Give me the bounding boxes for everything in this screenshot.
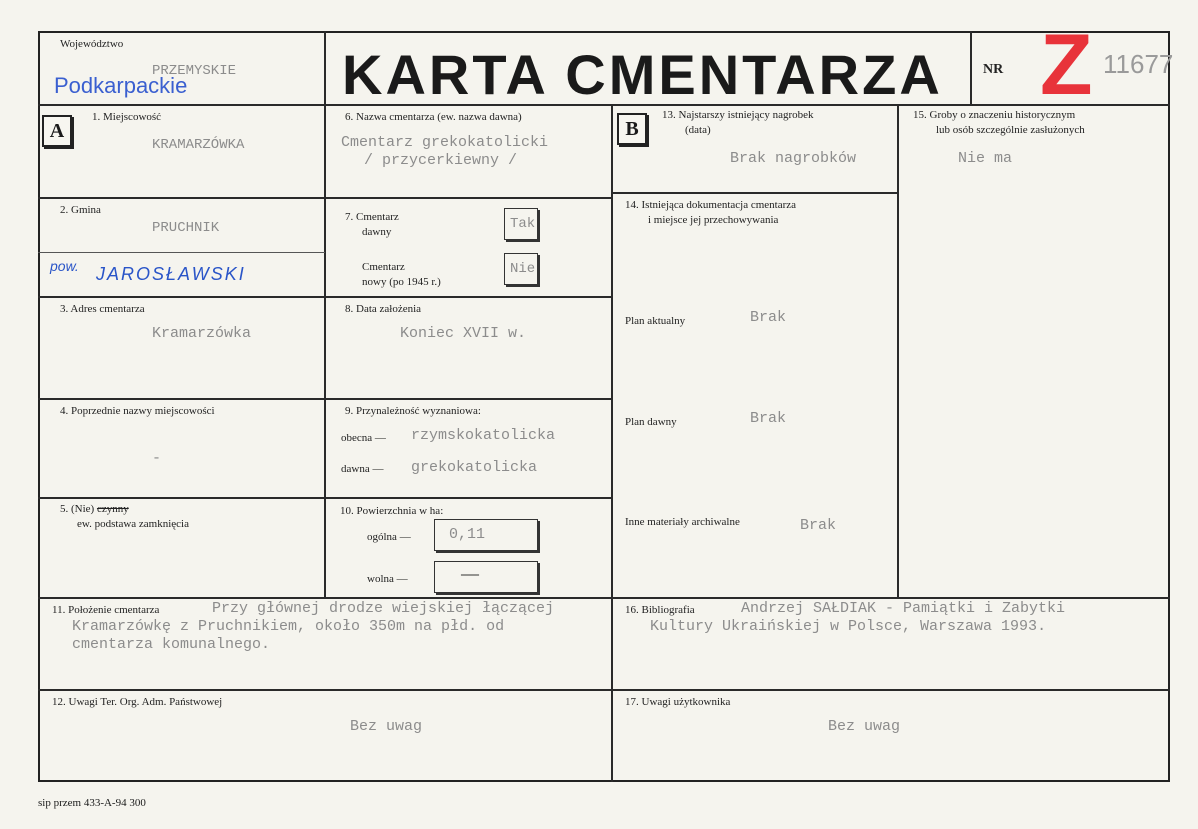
field-5-label-prefix: 5. (Nie) xyxy=(60,503,97,515)
field-5-label-struck: czynny xyxy=(96,503,129,515)
field-11-value-line1: Przy głównej drodze wiejskiej łączącej xyxy=(212,600,555,617)
field-17-label: 17. Uwagi użytkownika xyxy=(625,696,731,708)
field-13-label-line1: 13. Najstarszy istniejący nagrobek xyxy=(662,109,814,121)
field-8-label: 8. Data założenia xyxy=(345,303,422,315)
field-10-free-value: —— xyxy=(461,567,480,584)
field-7-new-box xyxy=(504,253,538,285)
field-16-value-line1: Andrzej SAŁDIAK - Pamiątki i Zabytki xyxy=(741,600,1066,617)
field-10-total-value: 0,11 xyxy=(449,526,486,543)
nr-number: 11677 xyxy=(1103,49,1174,79)
header-divider-left xyxy=(324,31,326,104)
field-6-value-line1: Cmentarz grekokatolicki xyxy=(341,134,549,151)
row-line xyxy=(324,197,612,199)
field-2-handwritten: JAROSŁAWSKI xyxy=(96,264,246,284)
field-14-plan-current-value: Brak xyxy=(750,309,787,326)
field-7-new-value: Nie xyxy=(510,261,536,277)
field-3-value: Kramarzówka xyxy=(152,325,252,342)
wojewodztwo-typed: PRZEMYSKIE xyxy=(152,63,237,79)
column-divider-1 xyxy=(324,104,326,598)
field-8-value: Koniec XVII w. xyxy=(400,325,527,342)
field-13-label-line2: (data) xyxy=(685,124,711,136)
card-title: KARTA CMENTARZA xyxy=(342,43,943,106)
field-2-handwritten-prefix: pow. xyxy=(50,258,79,274)
field-14-other-value: Brak xyxy=(800,517,837,534)
field-1-label: 1. Miejscowość xyxy=(92,111,162,123)
field-5-label xyxy=(60,502,129,517)
field-14-plan-old-value: Brak xyxy=(750,410,787,427)
field-5-label-line2: ew. podstawa zamknięcia xyxy=(77,518,189,530)
field-12-label: 12. Uwagi Ter. Org. Adm. Państwowej xyxy=(52,696,223,708)
field-14-plan-current-label: Plan aktualny xyxy=(625,315,686,327)
field-3-label: 3. Adres cmentarza xyxy=(60,303,145,315)
nr-label: NR xyxy=(983,62,1004,77)
row-line xyxy=(38,689,1170,691)
row-line xyxy=(324,398,612,400)
field-9-label: 9. Przynależność wyznaniowa: xyxy=(345,405,481,417)
field-14-other-label: Inne materiały archiwalne xyxy=(625,516,740,528)
field-7-old-value: Tak xyxy=(510,216,536,232)
field-12-value: Bez uwag xyxy=(350,718,423,735)
row-line xyxy=(324,497,612,499)
row-line xyxy=(38,597,1170,599)
field-13-value: Brak nagrobków xyxy=(730,150,857,167)
row-line xyxy=(611,192,898,194)
column-divider-2 xyxy=(611,104,613,782)
field-7-new-label-line2: nowy (po 1945 r.) xyxy=(362,276,441,288)
field-2-label: 2. Gmina xyxy=(60,204,101,216)
row-line xyxy=(38,197,325,199)
field-7-label-line2: dawny xyxy=(362,226,392,238)
row-line-thin xyxy=(38,252,325,253)
wojewodztwo-label: Województwo xyxy=(60,38,124,50)
field-1-value: KRAMARZÓWKA xyxy=(152,137,245,153)
print-code: sip przem 433-A-94 300 xyxy=(38,797,146,809)
field-9-former-label: dawna — xyxy=(341,463,384,475)
field-10-label: 10. Powierzchnia w ha: xyxy=(340,505,444,517)
field-10-free-label: wolna — xyxy=(367,573,408,585)
field-14-label-line2: i miejsce jej przechowywania xyxy=(648,214,779,226)
field-15-label-line1: 15. Groby o znaczeniu historycznym xyxy=(913,109,1076,121)
field-10-total-label: ogólna — xyxy=(367,531,411,543)
header-divider-right xyxy=(970,31,972,104)
field-9-former-value: grekokatolicka xyxy=(411,459,538,476)
wojewodztwo-stamp: Podkarpackie xyxy=(54,73,188,98)
field-11-value-line2: Kramarzówkę z Pruchnikiem, około 350m na płd. od xyxy=(72,618,505,635)
field-9-current-value: rzymskokatolicka xyxy=(411,427,556,444)
field-7-old-box xyxy=(504,208,538,240)
field-7-label-line1: 7. Cmentarz xyxy=(345,211,399,223)
field-11-label: 11. Położenie cmentarza xyxy=(52,604,160,616)
field-16-label: 16. Bibliografia xyxy=(625,604,695,616)
field-15-value: Nie ma xyxy=(958,150,1013,167)
field-7-new-label-line1: Cmentarz xyxy=(362,261,405,273)
row-line xyxy=(38,497,325,499)
field-14-plan-old-label: Plan dawny xyxy=(625,416,677,428)
field-2-value: PRUCHNIK xyxy=(152,220,220,236)
field-11-value-line3: cmentarza komunalnego. xyxy=(72,636,271,653)
field-16-value-line2: Kultury Ukraińskiej w Polsce, Warszawa 1993. xyxy=(650,618,1047,635)
row-line xyxy=(38,296,325,298)
field-6-label: 6. Nazwa cmentarza (ew. nazwa dawna) xyxy=(345,111,522,123)
field-4-label: 4. Poprzednie nazwy miejscowości xyxy=(60,405,215,417)
field-14-label-line1: 14. Istniejąca dokumentacja cmentarza xyxy=(625,199,797,211)
field-15-label-line2: lub osób szczególnie zasłużonych xyxy=(936,124,1085,136)
row-line xyxy=(38,398,325,400)
field-4-value: - xyxy=(152,450,162,467)
row-line xyxy=(324,296,612,298)
field-6-value-line2: / przycerkiewny / xyxy=(364,152,518,169)
field-9-current-label: obecna — xyxy=(341,432,386,444)
field-10-total-box xyxy=(434,519,538,551)
field-17-value: Bez uwag xyxy=(828,718,901,735)
section-a-marker: A xyxy=(42,115,72,147)
column-divider-3 xyxy=(897,104,899,598)
section-b-marker: B xyxy=(617,113,647,145)
nr-stamp-letter: Z xyxy=(1040,17,1093,113)
field-10-free-box xyxy=(434,561,538,593)
